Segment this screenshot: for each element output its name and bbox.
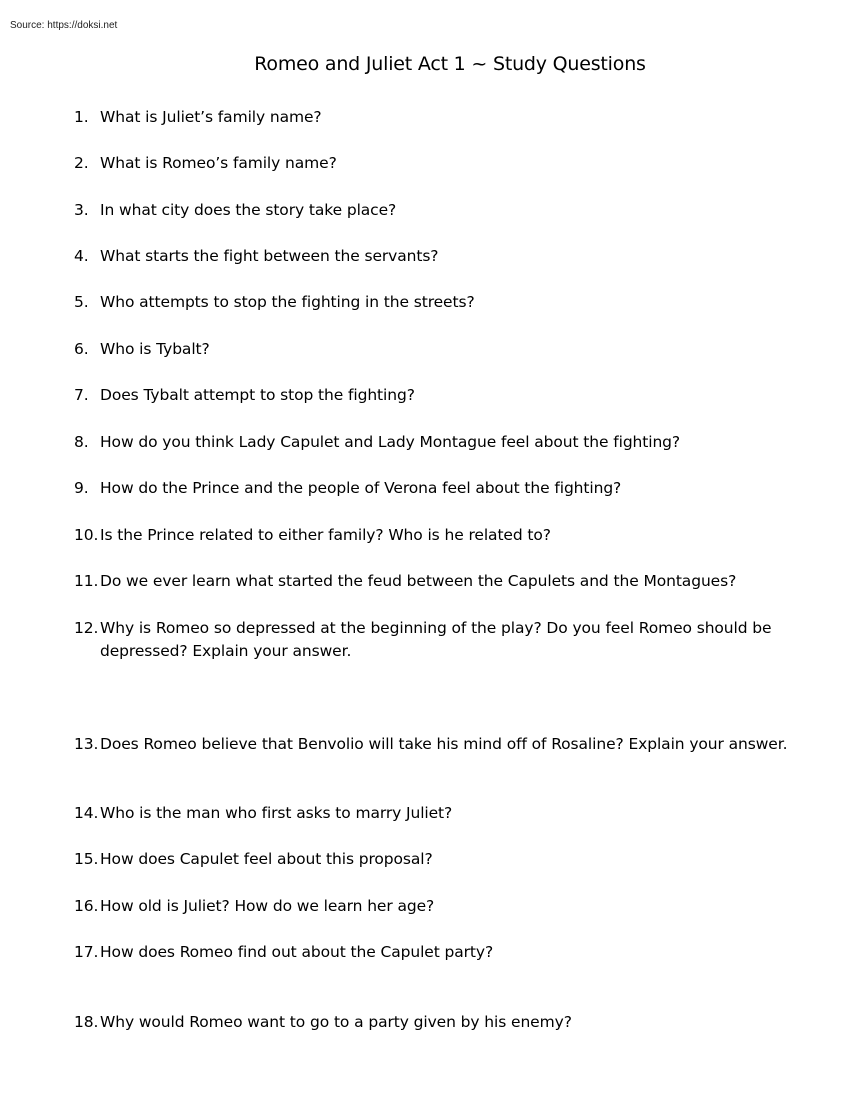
question-text: How old is Juliet? How do we learn her age? (100, 897, 435, 915)
question-item (74, 477, 814, 500)
question-number: 11. (74, 572, 99, 590)
question-text: Does Romeo believe that Benvolio will take his mind off of Rosaline? Explain your answer. (100, 735, 788, 753)
question-text: How does Romeo find out about the Capulet party? (100, 943, 494, 961)
question-item (74, 431, 814, 454)
question-number: 12. (74, 619, 99, 637)
question-number: 10. (74, 526, 99, 544)
question-number: 13. (74, 735, 99, 753)
question-text: Who attempts to stop the fighting in the streets? (100, 293, 475, 311)
question-number: 2. (74, 154, 89, 172)
question-item (74, 152, 814, 175)
question-item (74, 802, 814, 825)
question-text: How does Capulet feel about this proposal? (100, 850, 433, 868)
question-number: 7. (74, 386, 89, 404)
question-number: 6. (74, 340, 89, 358)
question-number: 1. (74, 108, 89, 126)
question-text: Why would Romeo want to go to a party given by his enemy? (100, 1013, 572, 1031)
question-text: Does Tybalt attempt to stop the fighting? (100, 386, 415, 404)
question-item (74, 1011, 814, 1034)
page-title: Romeo and Juliet Act 1 ~ Study Questions (254, 53, 646, 75)
question-text: How do the Prince and the people of Verona feel about the fighting? (100, 479, 622, 497)
question-number: 16. (74, 897, 99, 915)
question-text: Is the Prince related to either family? Who is he related to? (100, 526, 551, 544)
question-number: 4. (74, 247, 89, 265)
question-text: How do you think Lady Capulet and Lady Montague feel about the fighting? (100, 433, 681, 451)
question-item (74, 199, 814, 222)
question-item (74, 848, 814, 871)
question-text: Why is Romeo so depressed at the beginning of the play? Do you feel Romeo should be depressed? Explain your answer. (100, 619, 772, 660)
source-label: Source: https://doksi.net (10, 20, 118, 31)
question-text: In what city does the story take place? (100, 201, 397, 219)
question-number: 14. (74, 804, 99, 822)
question-item (74, 895, 814, 918)
question-number: 8. (74, 433, 89, 451)
question-item (74, 733, 834, 756)
question-text: Who is Tybalt? (100, 340, 210, 358)
question-text: What is Romeo’s family name? (100, 154, 337, 172)
question-item (74, 291, 814, 314)
question-number: 3. (74, 201, 89, 219)
question-number: 17. (74, 943, 99, 961)
question-number: 5. (74, 293, 89, 311)
question-item (74, 245, 814, 268)
question-item (74, 338, 814, 361)
question-item (74, 617, 794, 663)
question-text: What is Juliet’s family name? (100, 108, 322, 126)
question-item (74, 941, 814, 964)
question-item (74, 106, 814, 129)
question-number: 9. (74, 479, 89, 497)
question-number: 15. (74, 850, 99, 868)
question-text: Who is the man who first asks to marry Juliet? (100, 804, 453, 822)
question-number: 18. (74, 1013, 99, 1031)
question-item (74, 384, 814, 407)
question-item (74, 570, 814, 593)
question-item (74, 524, 814, 547)
question-text: What starts the fight between the servants? (100, 247, 439, 265)
question-text: Do we ever learn what started the feud between the Capulets and the Montagues? (100, 572, 737, 590)
